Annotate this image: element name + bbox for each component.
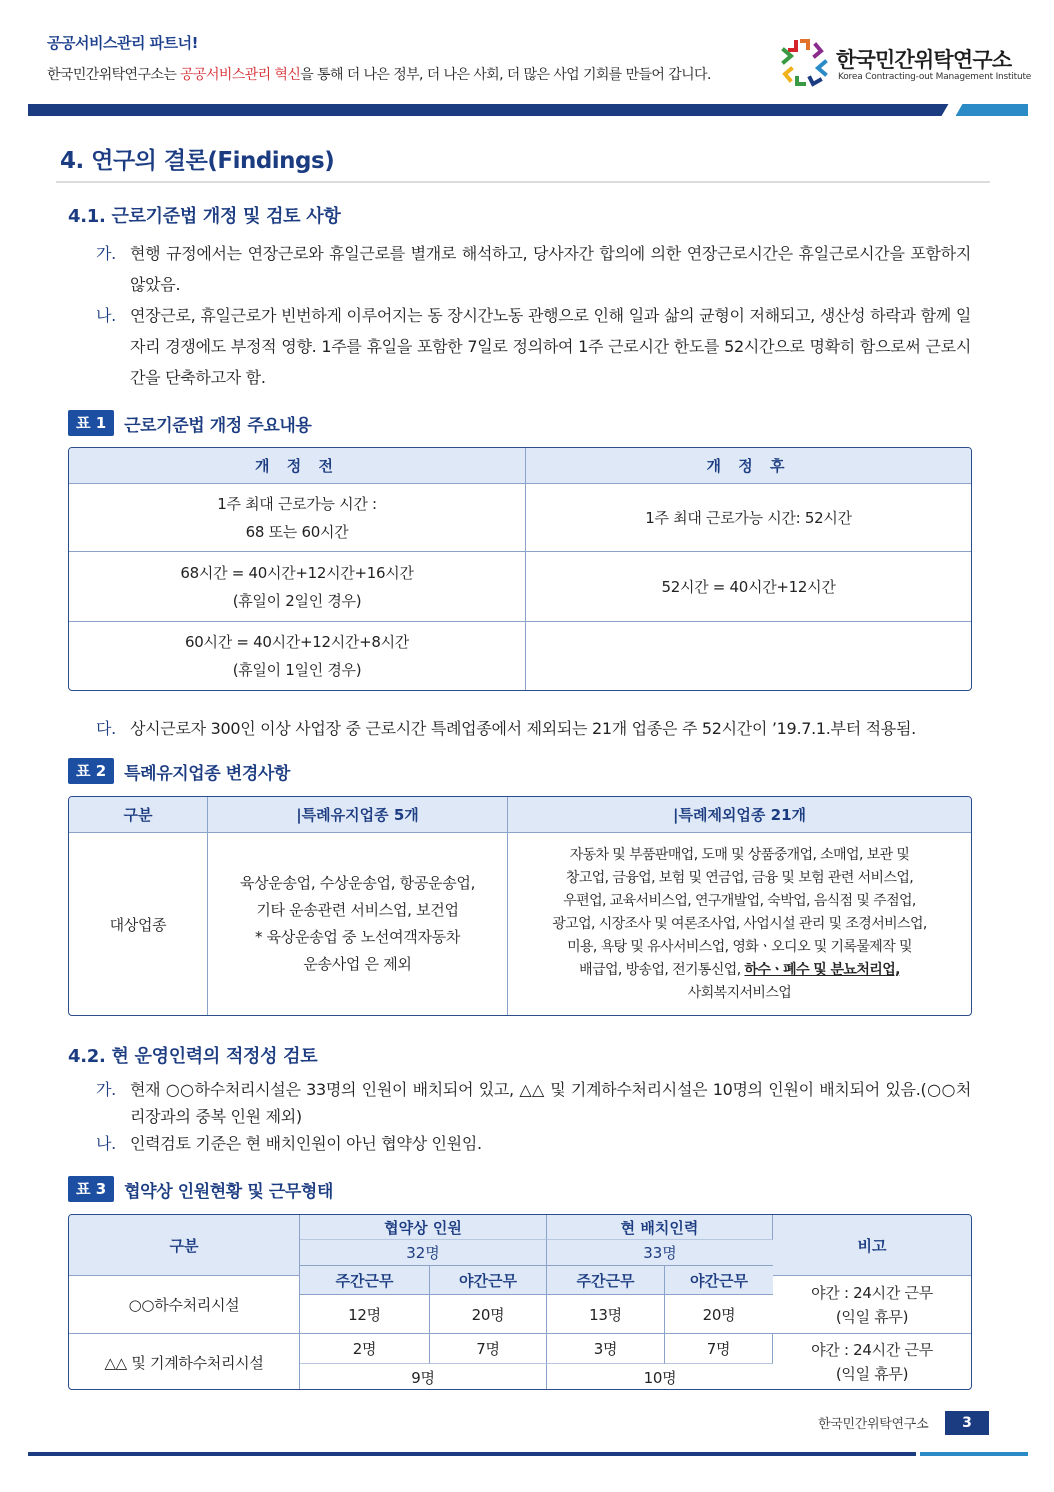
excluded-line: 배급업, 방송업, 전기통신업, (579, 961, 745, 978)
row-label: 대상업종 (69, 833, 208, 1015)
table-title: 협약상 인원현황 및 근무형태 (124, 1181, 333, 1202)
subtitle-highlight: 공공서비스관리 혁신 (180, 67, 301, 83)
subsection-4-1-title: 4.1. 근로기준법 개정 및 검토 사항 (68, 206, 341, 227)
footer-bar-dark (28, 1452, 916, 1456)
excluded-line: 미용, 욕탕 및 유사서비스업, 영화ㆍ오디오 및 기록물제작 및 (567, 938, 912, 955)
paragraph-4-2-ga (96, 1076, 971, 1130)
cell-line: (휴일이 2일인 경우) (232, 591, 362, 610)
header-bar-light (956, 104, 1028, 116)
table-header-cell: 32명 (300, 1240, 547, 1266)
paragraph-4-1-da (96, 713, 971, 744)
item-marker: 가. (96, 244, 116, 263)
table-badge: 표 2 (68, 758, 114, 784)
subtitle-prefix: 한국민간위탁연구소는 (47, 67, 181, 83)
section-title-rule (56, 181, 990, 183)
table-header-cell: 협약상 인원 (300, 1215, 547, 1240)
excluded-line: 창고업, 금융업, 보험 및 연금업, 금융 및 보험 관련 서비스업, (565, 869, 914, 886)
note-line: 야간 : 24시간 근무 (811, 1341, 933, 1359)
header-bar-dark (28, 104, 952, 116)
cell: 9명 (300, 1364, 547, 1390)
table-row (69, 552, 971, 621)
item-marker: 다. (96, 719, 116, 738)
table-row (69, 484, 971, 552)
subtitle-suffix: 을 통해 더 나은 정부, 더 나은 사회, 더 많은 사업 기회를 만들어 갑니다. (300, 67, 711, 83)
cell: 20명 (665, 1295, 773, 1334)
item-text: 상시근로자 300인 이상 사업장 중 근로시간 특례업종에서 제외되는 21개 업종은 주 52시간이 ’19.7.1.부터 적용됨. (130, 719, 916, 738)
excluded-bold: 하수ㆍ폐수 및 분뇨처리업, (744, 961, 900, 978)
table-header-cell: 야간근무 (665, 1266, 773, 1295)
table-row (69, 833, 971, 1015)
kept-line: 육상운송업, 수상운송업, 항공운송업, (239, 874, 476, 892)
subsection-4-2-title: 4.2. 현 운영인력의 적정성 검토 (68, 1046, 318, 1067)
item-text: 현재 ○○하수처리시설은 33명의 인원이 배치되어 있고, △△ 및 기계하수처리시설은 10명의 인원이 배치되어 있음.(○○처리장과의 중복 인원 제외) (130, 1080, 971, 1126)
item-text: 인력검토 기준은 현 배치인원이 아닌 협약상 인원임. (130, 1134, 482, 1153)
cell: 52시간 = 40시간+12시간 (526, 552, 971, 621)
item-text: 현행 규정에서는 연장근로와 휴일근로를 별개로 해석하고, 당사자간 합의에 의한 연장근로시간은 휴일근로시간을 포함하지 않았음. (130, 244, 971, 294)
table-header-cell: 구분 (69, 1215, 300, 1276)
cell: 1주 최대 근로가능 시간: 52시간 (526, 484, 971, 552)
table-header-cell: |특례유지업종 5개 (208, 797, 508, 833)
cell-line: 60시간 = 40시간+12시간+8시간 (185, 632, 409, 651)
kept-line: 운송사업 은 제외 (303, 955, 412, 973)
cell: 2명 (300, 1334, 430, 1364)
row-name: ○○하수처리시설 (69, 1276, 300, 1334)
table-title: 특례유지업종 변경사항 (124, 763, 290, 784)
cell: 10명 (643, 1368, 677, 1387)
item-text: 연장근로, 휴일근로가 빈번하게 이루어지는 동 장시간노동 관행으로 인해 일과 삶의 균형이 저해되고, 생산성 하락과 함께 일자리 경쟁에도 부정적 영향. 1주를 휴일을 포함한 7일로 정의하여 1주 근로시간 한도를 52시간으로 명확히 함으로써 근로시간을 단축하고자 함. (130, 306, 971, 387)
note-line: (익일 휴무) (835, 1365, 909, 1383)
table-header-cell: 현 배치인력 (547, 1215, 773, 1240)
footer-org-name: 한국민간위탁연구소 (818, 1417, 929, 1432)
cell (526, 622, 971, 690)
cell: 3명 (547, 1334, 665, 1364)
logo-korean-name: 한국민간위탁연구소 (836, 48, 1012, 72)
cell-line: 68 또는 60시간 (245, 522, 349, 541)
row-name: △△ 및 기계하수처리시설 (69, 1334, 300, 1390)
table-title: 근로기준법 개정 주요내용 (124, 415, 312, 436)
cell-line: (휴일이 1일인 경우) (232, 660, 362, 679)
table-header-cell: 구분 (69, 797, 208, 833)
table-header-cell: 개 정 후 (526, 448, 971, 484)
table-header-cell: 비고 (773, 1215, 971, 1276)
table-header-cell: 주간근무 (547, 1266, 665, 1295)
logo-english-name: Korea Contracting-out Management Institute (838, 72, 1032, 82)
table-badge: 표 1 (68, 410, 114, 436)
note-line: (익일 휴무) (835, 1307, 909, 1326)
cell: 13명 (547, 1295, 665, 1334)
institute-logo-icon (780, 38, 830, 88)
footer-bar-light (920, 1452, 1028, 1456)
cell-line: 68시간 = 40시간+12시간+16시간 (180, 563, 414, 582)
item-marker: 가. (96, 1080, 116, 1099)
header-subtitle (47, 64, 711, 84)
excluded-line: 광고업, 시장조사 및 여론조사업, 사업시설 관리 및 조경서비스업, (552, 915, 927, 932)
table-row (69, 622, 971, 690)
paragraph-4-1-ga (96, 238, 971, 300)
table-header-cell: 개 정 전 (69, 448, 526, 484)
kept-line: 기타 운송관련 서비스업, 보건업 (256, 901, 459, 919)
excluded-line: 사회복지서비스업 (687, 984, 792, 1001)
table-header-cell: 주간근무 (300, 1266, 430, 1295)
table-3-caption (68, 1176, 333, 1202)
cell-line: 1주 최대 근로가능 시간 : (217, 494, 377, 513)
page-number: 3 (945, 1411, 989, 1435)
table-1 (68, 447, 972, 691)
table-row (69, 1334, 971, 1364)
table-2-caption (68, 758, 290, 784)
header-tagline: 공공서비스관리 파트너! (47, 34, 198, 52)
cell: 20명 (430, 1295, 547, 1334)
cell: 12명 (300, 1295, 430, 1334)
table-header-cell: 야간근무 (430, 1266, 547, 1295)
table-header-cell: 33명 (547, 1240, 773, 1266)
paragraph-4-1-na (96, 300, 971, 393)
section-title: 4. 연구의 결론(Findings) (60, 148, 335, 174)
table-2 (68, 796, 972, 1016)
item-marker: 나. (96, 306, 116, 325)
cell: 7명 (430, 1334, 547, 1364)
paragraph-4-2-na (96, 1130, 971, 1157)
table-header-cell: |특례제외업종 21개 (508, 797, 971, 833)
note-line: 야간 : 24시간 근무 (811, 1283, 933, 1302)
table-badge: 표 3 (68, 1176, 114, 1202)
table-3 (68, 1214, 972, 1390)
table-1-caption (68, 410, 311, 436)
excluded-line: 자동차 및 부품판매업, 도매 및 상품중개업, 소매업, 보관 및 (569, 846, 910, 863)
kept-line: * 육상운송업 중 노선여객자동차 (254, 928, 461, 946)
excluded-line: 우편업, 교육서비스업, 연구개발업, 숙박업, 음식점 및 주점업, (563, 892, 916, 909)
cell: 7명 (665, 1334, 773, 1364)
item-marker: 나. (96, 1134, 116, 1153)
